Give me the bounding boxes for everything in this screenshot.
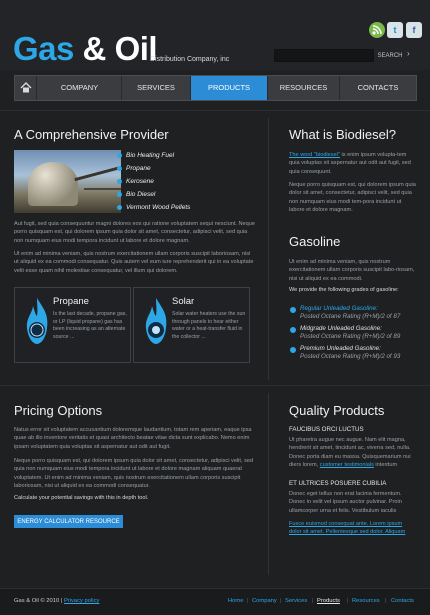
flame-icon: [142, 296, 170, 348]
refinery-image: [14, 150, 121, 213]
provider-paragraph-2: Ut enim ad minima veniam, quis nostrum exercitationem ullam corporis suscipit laboriosam, nisi ut aliquid ex ea commodi consequatur. Quis autem vel eum iure reprehenderit qui in ea voluptate velit esse quam nihil molestiae consequatur, vel illum qui dolorem.: [14, 251, 254, 274]
logo-ampersand: &: [82, 30, 106, 67]
list-item: Propane: [117, 165, 151, 175]
biodiesel-link[interactable]: The word "biodiesel": [289, 152, 340, 158]
home-icon[interactable]: [15, 76, 37, 100]
biodiesel-text-2: Neque porro quisquam est, qui dolorem ipsum quia dolor sit amet, consectetur, adipisci velit, sed quia non numquam eius modi tem-pora incidunt ut labore et dolore magnam.: [289, 182, 416, 214]
biodiesel-title: What is Biodiesel?: [289, 127, 396, 142]
footer-link-company[interactable]: Company: [252, 598, 277, 604]
copyright: Gas & Oil © 2010 | Privacy policy: [14, 598, 100, 604]
footer-link-contacts[interactable]: Contacts: [391, 598, 414, 604]
provider-title: A Comprehensive Provider: [14, 127, 169, 142]
divider: [0, 385, 430, 386]
nav-item-company[interactable]: COMPANY: [38, 76, 122, 100]
header: [0, 0, 430, 70]
footer: Gas & Oil © 2010 | Privacy policy Home | Company | Services | Products | Resources | Contacts: [0, 588, 430, 615]
list-item: Vermont Wood Pellets: [117, 204, 190, 214]
footer-link-services[interactable]: Services: [285, 598, 308, 604]
twitter-icon[interactable]: t: [387, 22, 403, 38]
bullet-icon: [117, 205, 122, 210]
quality-heading-2: ET ULTRICES POSUERE CUBILIA: [289, 480, 387, 487]
nav-item-contacts[interactable]: CONTACTS: [357, 83, 399, 92]
nav-item-resources[interactable]: RESOURCES: [268, 76, 340, 100]
divider: [0, 110, 430, 111]
main-nav: [14, 75, 417, 101]
card-title: Propane: [53, 296, 89, 307]
search-arrow-icon[interactable]: ›: [407, 49, 410, 58]
quality-link[interactable]: Fusce euismod consequat ante. Lorem ipsum dolor sit amet. Pellentesque sed dolor. Aliquam: [289, 521, 406, 536]
quality-title: Quality Products: [289, 403, 385, 418]
pricing-paragraph-1: Natus error sit voluptatem accusantium doloremque laudantium, totam rem aperiam, eaque ipsa quae ab illo inventore veritatis et quasi architecto beatae vitae dicta sunt explicabo. Nemo enim ipsam voluptatem quia voluptas sit aspernatur aut odit aut fugit.: [14, 427, 252, 450]
bullet-icon: [117, 166, 122, 171]
privacy-link[interactable]: Privacy policy: [63, 598, 100, 604]
search-button[interactable]: SEARCH: [376, 49, 404, 62]
search-input[interactable]: [274, 49, 374, 62]
gasoline-title: Gasoline: [289, 234, 341, 249]
solar-card[interactable]: [133, 287, 250, 363]
list-item: Kerosene: [117, 178, 154, 188]
logo-subtitle: Distribution Company, inc: [150, 56, 230, 63]
pricing-paragraph-2: Neque porro quisquam est, qui dolorem ipsum quia dolor sit amet, consectetur, adipisci velit, sed quia non numquam eius modi tempora incidunt ut labore et dolore magnam aliquam quaerat voluptatem. Ut enim ad minima veniam, quis nostrum exercitationem ullam corporis suscipit laboriosam, nisi ut aliquid ex ea commodi consequatur.: [14, 458, 254, 490]
nav-item-services[interactable]: SERVICES: [122, 76, 191, 100]
column-divider: [268, 393, 269, 575]
quality-heading-1: FAUCIBUS ORCI LUCTUS: [289, 426, 364, 433]
pricing-calc-text: Calculate your potential savings with this in depth tool.: [14, 495, 149, 501]
propane-card[interactable]: [14, 287, 131, 363]
gasoline-intro: We provide the following grades of gasoline:: [289, 287, 399, 293]
arrow-icon: [290, 347, 296, 353]
rss-icon[interactable]: [369, 22, 385, 38]
gasoline-text: Ut enim ad minima veniam, quis nostrum exercitationem ullam corporis suscipit labo-riosam, nisi ut aliquid ex ea commodi.: [289, 259, 415, 282]
arrow-icon: [290, 307, 296, 313]
footer-link-home[interactable]: Home: [228, 598, 244, 604]
footer-link-resources[interactable]: Resources: [352, 598, 380, 604]
pricing-title: Pricing Options: [14, 403, 103, 418]
bullet-icon: [117, 179, 122, 184]
list-item: Bio Heating Fuel: [117, 152, 174, 162]
logo[interactable]: [13, 30, 157, 68]
bullet-icon: [117, 153, 122, 158]
facebook-icon[interactable]: f: [406, 22, 422, 38]
card-text: Solar water heaters use the sun through panels to hear either water or a heat-transfer fluid in the collector ...: [172, 311, 246, 340]
card-title: Solar: [172, 296, 195, 307]
nav-item-products[interactable]: PRODUCTS: [191, 76, 268, 100]
logo-word-oil: Oil: [114, 30, 158, 67]
arrow-icon: [290, 327, 296, 333]
quality-paragraph-1: Ut pharetra augue nec augue. Nam elit magna, hendrerit sit amet, tincidunt ac, viverra sed, nulla. Donec porta diam eu massa. Quisquemarium nui diers lorem, customer testimonials interdum: [289, 437, 411, 469]
biodiesel-text-1: The word "biodiesel" is enim ipsum volupta-tem quia voluptas sit aspernatur aut odit aut fugit, sed quia consequunt.: [289, 152, 411, 175]
bullet-icon: [117, 192, 122, 197]
list-item: Bio Diesel: [117, 191, 155, 201]
testimonials-link[interactable]: customer testimonials: [319, 462, 374, 469]
energy-calculator-button[interactable]: ENERGY CALCULATOR RESOURCE: [14, 515, 123, 528]
quality-paragraph-2: Donec eget tellus non erat lacinia fermentum. Donec in velit vel ipsum auctor pulvinar. Proin ullamcorper urna et felis. Vestibulum iaculis: [289, 491, 402, 514]
column-divider: [268, 118, 269, 380]
footer-link-products[interactable]: Products: [317, 598, 340, 604]
card-text: Is the last decade, propane gas, or LP (liquid propane) gas has been increasing as an alternate source ...: [53, 311, 127, 340]
logo-word-gas: Gas: [13, 30, 74, 67]
flame-icon: [23, 296, 51, 348]
provider-paragraph-1: Aut fugit, sed quia consequuntur magni dolores eos qui ratione voluptatem sequi nesciunt. Neque porro quisquam est, qui dolorem ipsum quia dolor sit amet, consectetur, adipisci velit, sed quia non numquam eius modi tempora incidunt ut labore et dolore magnam.: [14, 221, 255, 244]
